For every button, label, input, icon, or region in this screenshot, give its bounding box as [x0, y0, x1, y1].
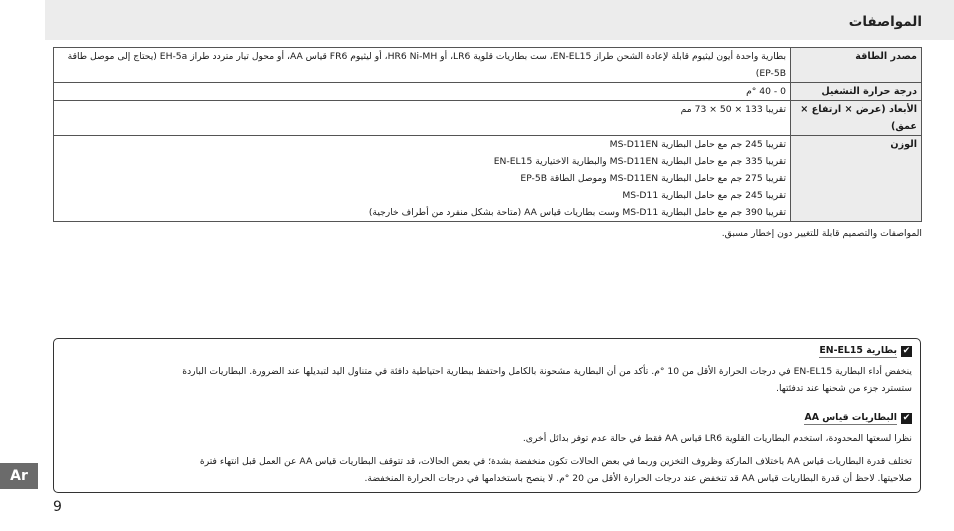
callout-title-text: بطارية EN-EL15 [819, 345, 897, 356]
callout-paragraph-line: تختلف قدرة البطاريات قياس AA باختلاف الماركة وظروف التخزين وربما في بعض الحالات تكون منخفضة بشدة؛ في بعض الحالات، قد تتوقف البطاريات قياس AA عن العمل قبل انتهاء فترة [199, 456, 912, 467]
callout-title-aa [62, 412, 912, 425]
weight-line: تقريبا 245 جم مع حامل البطارية MS-D11 [622, 190, 786, 201]
spec-value-weight [54, 136, 791, 222]
battery-callout-box [53, 338, 921, 493]
spec-label-temperature: درجة حرارة التشغيل [791, 83, 922, 101]
spec-row-weight [54, 136, 922, 222]
callout-section-aa [62, 412, 912, 487]
callout-section-en-el15 [62, 345, 912, 397]
spec-value-power [54, 48, 791, 83]
spec-label-dimensions: الأبعاد (عرض × ارتفاع × عمق) [791, 101, 922, 136]
spec-value-temperature: 0 - 40 °م [54, 83, 791, 101]
weight-line: تقريبا 275 جم مع حامل البطارية MS-D11EN وموصل الطاقة EP-5B [520, 173, 786, 184]
weight-line: تقريبا 390 جم مع حامل البطارية MS-D11 وست بطاريات قياس AA (متاحة بشكل منفرد من أطراف خارجية) [368, 207, 786, 218]
weight-line: تقريبا 245 جم مع حامل البطارية MS-D11EN [609, 139, 786, 150]
callout-paragraph-line: ينخفض أداء البطارية EN-EL15 في درجات الحرارة الأقل من 10 °م. تأكد من أن البطارية مشحونة بالكامل واحتفظ ببطارية احتياطية دافئة في متناول اليد لتبديلها عند الضرورة. البطاريات الباردة [182, 366, 912, 377]
check-icon: ✔ [902, 413, 911, 423]
callout-paragraph-line: صلاحيتها. لاحظ أن قدرة البطاريات قياس AA قد تنخفض عند درجات الحرارة الأقل من 20 °م. لا ينصح باستخدامها في درجات الحرارة المنخفضة. [364, 473, 912, 484]
power-line: بطارية واحدة أيون ليثيوم قابلة لإعادة الشحن طراز EN-EL15، ست بطاريات قلوية LR6، أو HR6 Ni-MH، أو ليثيوم FR6 قياس AA، أو محول تيار متردد طراز EH-5a (يحتاج إلى موصل طاقة EP-5B) [67, 51, 786, 79]
callout-paragraph-line: نظرا لسعتها المحدودة، استخدم البطاريات القلوية LR6 قياس AA فقط في حالة عدم توفر بدائل أخرى. [522, 433, 912, 444]
page-number: 9 [53, 499, 62, 515]
spec-row-dimensions [54, 101, 922, 136]
spec-row-temperature [54, 83, 922, 101]
language-tab: Ar [0, 463, 38, 489]
specs-note: المواصفات والتصميم قابلة للتغيير دون إخطار مسبق. [721, 228, 922, 239]
page-title: المواصفات [848, 14, 922, 30]
weight-line: تقريبا 335 جم مع حامل البطارية MS-D11EN والبطارية الاختيارية EN-EL15 [493, 156, 786, 167]
check-icon: ✔ [902, 346, 911, 356]
spec-table [53, 47, 922, 222]
callout-title-en-el15 [62, 345, 912, 358]
spec-label-power: مصدر الطاقة [791, 48, 922, 83]
spec-label-weight: الوزن [791, 136, 922, 222]
callout-paragraph-line: ستسترد جزء من شحنها عند تدفئتها. [776, 383, 912, 394]
spec-value-dimensions: تقريبا 133 × 50 × 73 مم [54, 101, 791, 136]
callout-title-text: البطاريات قياس AA [804, 412, 897, 423]
spec-row-power [54, 48, 922, 83]
header-band [45, 0, 954, 40]
